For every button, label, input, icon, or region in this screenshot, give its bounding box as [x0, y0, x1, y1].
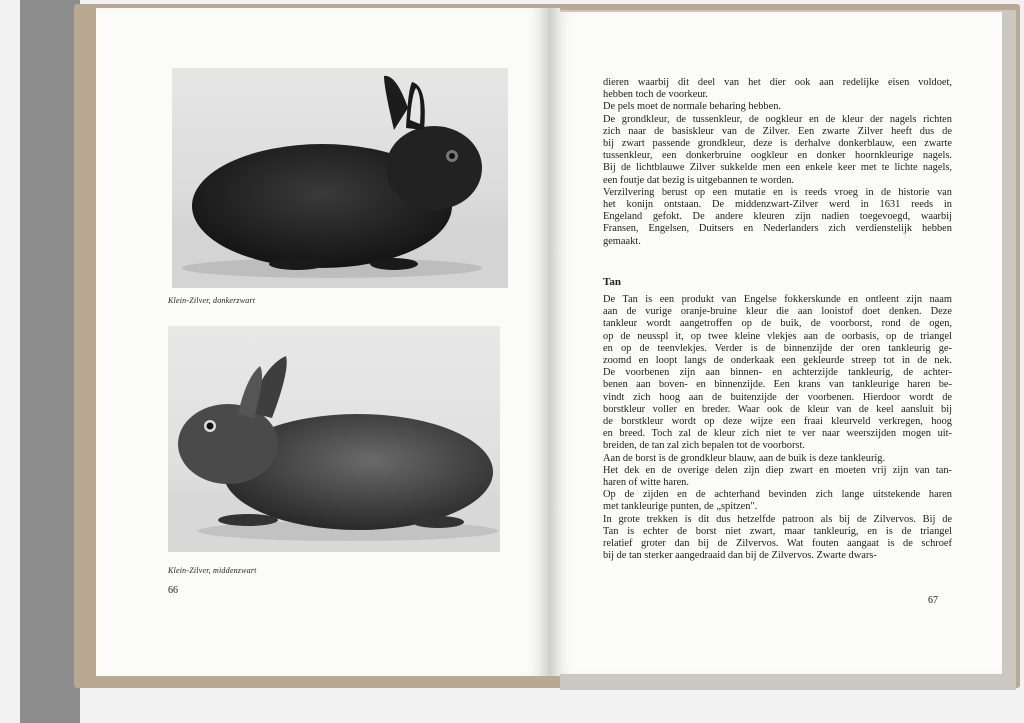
text-line: Op de zijden en de achterhand bevinden zich lange uitstekende haren — [603, 489, 952, 501]
text-line: dieren waarbij dit deel van het dier ook aan redelijke eisen voldoet, — [603, 77, 952, 88]
text-line: Aan de borst is de grondkleur blauw, aan de buik is deze tankleurig. — [603, 452, 886, 464]
text-block-tan — [603, 294, 952, 562]
text-line: relatief groter dan bij de Zilvervos. Wat fouten aangaat is de schroef — [603, 538, 952, 550]
text-line: zoomd en loopt langs de onderkaak een gekleurde streep tot in de nek. — [603, 355, 952, 367]
text-line: de borstkleur wordt op deze wijze een fraai kleurveld verkregen, hoog — [603, 416, 952, 428]
text-line: aan de vurige oranje-bruine kleur die aan looistof doet denken. Deze — [603, 306, 952, 318]
text-line: In grote trekken is dit dus hetzelfde patroon als bij de Zilvervos. Bij de — [603, 513, 952, 525]
text-line: haren of witte haren. — [603, 477, 689, 489]
caption-photo-2: Klein-Zilver, middenzwart — [168, 566, 257, 575]
text-line: het konijn ontstaan. De middenzwart-Zilver werd in 1631 reeds in — [603, 199, 952, 211]
text-line: tankleur wordt aangetroffen op de buik, de voorborst, rond de ogen, — [603, 318, 952, 330]
text-line: Fransen, Engelsen, Duitsers en Nederlanders zich verdienstelijk hebben — [603, 223, 952, 235]
rabbit-photo-donkerzwart — [172, 68, 508, 288]
book-gutter — [540, 8, 560, 676]
text-line: zich naar de basiskleur van de Zilver. Een zwarte Zilver heeft dus de — [603, 125, 952, 137]
page-number-right: 67 — [928, 595, 938, 606]
text-line: met tankleurige punten, de „spitzen". — [603, 501, 758, 513]
text-line: op de neusspl it, op twee kleine vlekjes aan de oorbasis, op de triangel — [603, 330, 952, 342]
caption-photo-1: Klein-Zilver, donkerzwart — [168, 296, 256, 305]
text-line: en op de teenvlekjes. Verder is de binnenzijde der oren tankleurig ge- — [603, 342, 952, 354]
text-line: De pels moet de normale beharing hebben. — [603, 101, 782, 113]
text-line: breiden, de tan zal zich bepalen tot de voorborst. — [603, 440, 805, 452]
text-line: bij de tan sterker aangedraaid dan bij de Zilvervos. Zwarte dwars- — [603, 550, 877, 562]
text-line: Tan is echter de borst niet zwart, maar tankleurig, en is de triangel — [603, 525, 952, 537]
text-line: tussenkleur, een donkerbruine oogkleur en donker hoornkleurige nagels. — [603, 150, 952, 162]
rabbit-photo-middenzwart — [168, 326, 500, 552]
text-line: De Tan is een produkt van Engelse fokkerskunde en ontleent zijn naam — [603, 294, 952, 305]
text-line: Het dek en de overige delen zijn diep zwart en moeten vrij zijn van tan- — [603, 464, 952, 476]
text-line: borstkleur voller en breder. Waar ook de kleur van de keel aansluit bij — [603, 403, 952, 415]
text-line: vindt zich hoog aan de buitenzijde der voorbenen. Hierdoor wordt de — [603, 391, 952, 403]
text-line: hebben toch de voorkeur. — [603, 89, 709, 101]
scan-shadow — [20, 0, 80, 723]
text-line: gemaakt. — [603, 235, 641, 247]
text-line: De grondkleur, de tussenkleur, de oogkleur en de kleur der nagels richten — [603, 113, 952, 125]
text-line: en breed. Toch zal de kleur zich niet te ver naar weerszijden mogen uit- — [603, 428, 952, 440]
text-line: Engeland gefokt. De andere kleuren zijn nadien toegevoegd, waarbij — [603, 211, 952, 223]
text-block-zilver — [603, 77, 952, 248]
text-line: De voorbenen zijn aan binnen- en achterzijde tankleurig, de achter- — [603, 367, 952, 379]
text-line: Verzilvering berust op een mutatie en is reeds vroeg in de historie van — [603, 186, 952, 198]
text-line: benen aan boven- en binnenzijde. Een krans van tankleurige haren be- — [603, 379, 952, 391]
section-heading-tan: Tan — [603, 276, 621, 288]
text-line: een foutje dat bezig is uitgebannen te worden. — [603, 174, 795, 186]
page-number-left: 66 — [168, 585, 178, 596]
text-line: Bij de lichtblauwe Zilver sukkelde men een enkele keer met te lichte nagels, — [603, 162, 952, 174]
text-line: bij zwart passende grondkleur, deze is derhalve donkerblauw, een zwarte — [603, 138, 952, 150]
